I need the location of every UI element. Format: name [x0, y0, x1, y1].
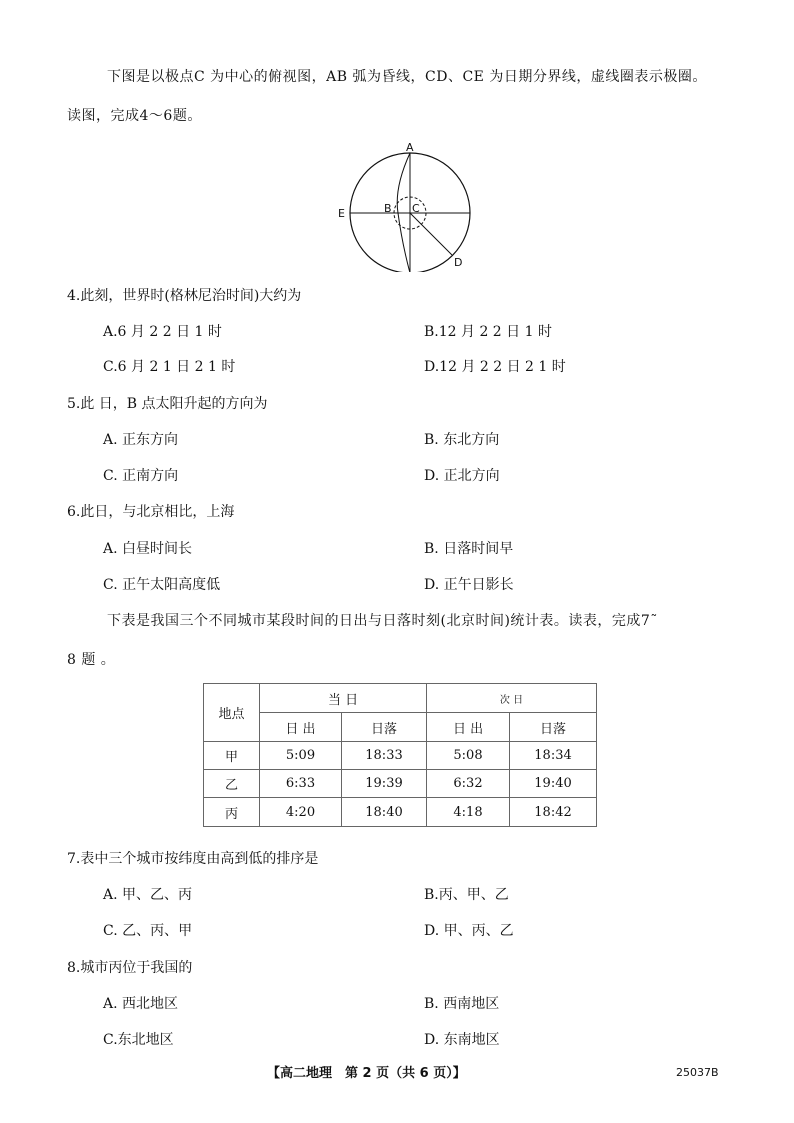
- table-row: [204, 798, 597, 827]
- question-8-option-b: B. 西南地区: [424, 996, 500, 1012]
- cell-value: 6:33: [260, 770, 342, 798]
- question-4-option-d: D.12 月 2 2 日 2 1 时: [424, 359, 566, 375]
- subheader-sunrise-today: 日 出: [260, 713, 342, 742]
- label-a: A: [406, 141, 414, 154]
- cell-value: 18:42: [510, 798, 597, 827]
- subheader-sunset-today: 日落: [342, 713, 427, 742]
- row-place: 丙: [204, 798, 260, 827]
- sunrise-sunset-table: [203, 683, 597, 827]
- question-5-option-a: A. 正东方向: [103, 432, 179, 448]
- question-8-stem: 8.城市丙位于我国的: [67, 960, 193, 976]
- question-8-option-c: C.东北地区: [103, 1032, 174, 1048]
- question-6-stem: 6.此日，与北京相比，上海: [67, 504, 235, 520]
- table-row: [204, 770, 597, 798]
- table-row: [204, 742, 597, 770]
- question-6-option-a: A. 白昼时间长: [103, 541, 193, 557]
- question-5-option-d: D. 正北方向: [424, 468, 500, 484]
- header-today: 当 日: [260, 684, 427, 713]
- cell-value: 5:08: [427, 742, 510, 770]
- subheader-sunset-next: 日落: [510, 713, 597, 742]
- label-e: E: [338, 207, 345, 220]
- header-place: 地点: [204, 684, 260, 742]
- cell-value: 19:39: [342, 770, 427, 798]
- cell-value: 4:18: [427, 798, 510, 827]
- question-8-option-a: A. 西北地区: [103, 996, 179, 1012]
- exam-code: 25037B: [676, 1066, 719, 1079]
- intro-line-1: 下图是以极点C 为中心的俯视图，AB 弧为昏线，CD、CE 为日期分界线，虚线圈表示极圈。: [107, 69, 707, 85]
- question-7-option-d: D. 甲、丙、乙: [424, 923, 514, 939]
- subheader-sunrise-next: 日 出: [427, 713, 510, 742]
- intro2-line-1: 下表是我国三个不同城市某段时间的日出与日落时刻(北京时间)统计表。读表，完成7˜: [107, 613, 658, 629]
- question-4-option-b: B.12 月 2 2 日 1 时: [424, 324, 552, 340]
- intro-line-2: 读图，完成4～6题。: [67, 108, 202, 124]
- row-place: 乙: [204, 770, 260, 798]
- question-7-stem: 7.表中三个城市按纬度由高到低的排序是: [67, 851, 319, 867]
- polar-view-figure: [336, 138, 476, 272]
- page-footer: 【高二地理 第 2 页（共 6 页）】: [267, 1066, 466, 1081]
- label-c: C: [412, 202, 420, 215]
- question-7-option-b: B.丙、甲、乙: [424, 887, 509, 903]
- label-d: D: [454, 256, 463, 269]
- question-4-stem: 4.此刻，世界时(格林尼治时间)大约为: [67, 288, 302, 304]
- question-5-option-b: B. 东北方向: [424, 432, 500, 448]
- cell-value: 18:34: [510, 742, 597, 770]
- cell-value: 6:32: [427, 770, 510, 798]
- cell-value: 18:40: [342, 798, 427, 827]
- cell-value: 5:09: [260, 742, 342, 770]
- question-7-option-a: A. 甲、乙、丙: [103, 887, 193, 903]
- question-6-option-d: D. 正午日影长: [424, 577, 514, 593]
- header-next-day: 次 日: [427, 684, 597, 713]
- label-b: B: [384, 202, 392, 215]
- intro2-line-2: 8 题 。: [67, 652, 116, 668]
- line-cd: [410, 213, 452, 255]
- cell-value: 19:40: [510, 770, 597, 798]
- question-8-option-d: D. 东南地区: [424, 1032, 500, 1048]
- question-5-stem: 5.此 日，B 点太阳升起的方向为: [67, 396, 268, 412]
- cell-value: 4:20: [260, 798, 342, 827]
- question-4-option-a: A.6 月 2 2 日 1 时: [103, 324, 222, 340]
- question-5-option-c: C. 正南方向: [103, 468, 179, 484]
- question-6-option-b: B. 日落时间早: [424, 541, 514, 557]
- cell-value: 18:33: [342, 742, 427, 770]
- row-place: 甲: [204, 742, 260, 770]
- question-4-option-c: C.6 月 2 1 日 2 1 时: [103, 359, 236, 375]
- question-7-option-c: C. 乙、丙、甲: [103, 923, 193, 939]
- question-6-option-c: C. 正午太阳高度低: [103, 577, 221, 593]
